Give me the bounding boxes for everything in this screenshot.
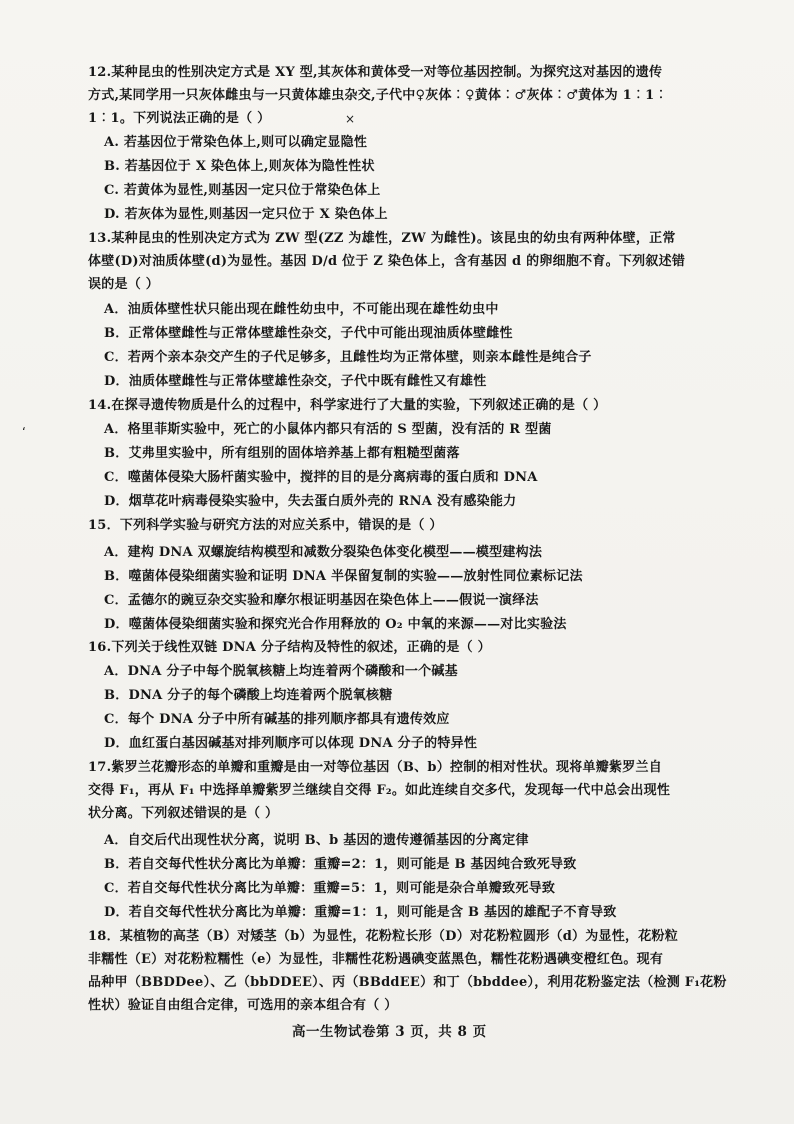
q14-option-a: A．格里菲斯实验中，死亡的小鼠体内都只有活的 S 型菌，没有活的 R 型菌 (104, 422, 552, 437)
q13-stem-line-1: 13.某种昆虫的性别决定方式为 ZW 型(ZZ 为雄性，ZW 为雌性)。该昆虫的幼虫有两种体壁，正常 (88, 231, 676, 246)
q12-option-a: A. 若基因位于常染色体上,则可以确定显隐性 (104, 135, 368, 150)
q12-option-c: C. 若黄体为显性,则基因一定只位于常染色体上 (104, 183, 381, 198)
q16-option-c: C．每个 DNA 分子中所有碱基的排列顺序都具有遗传效应 (104, 712, 450, 727)
q14-stem-line-1: 14.在探寻遗传物质是什么的过程中，科学家进行了大量的实验，下列叙述正确的是（ ） (88, 398, 607, 413)
q13-option-c: C．若两个亲本杂交产生的子代足够多，且雌性均为正常体壁，则亲本雌性是纯合子 (104, 350, 592, 365)
q13-option-a: A．油质体壁性状只能出现在雌性幼虫中，不可能出现在雄性幼虫中 (104, 302, 499, 317)
q17-stem-line-3: 状分离。下列叙述错误的是（ ） (88, 806, 279, 821)
q13-option-d: D．油质体壁雌性与正常体壁雄性杂交，子代中既有雌性又有雄性 (104, 374, 487, 389)
q14-option-b: B．艾弗里实验中，所有组别的固体培养基上都有粗糙型菌落 (104, 446, 460, 461)
q12-option-d: D. 若灰体为显性,则基因一定只位于 X 染色体上 (104, 207, 388, 222)
q15-option-a: A．建构 DNA 双螺旋结构模型和减数分裂染色体变化模型——模型建构法 (104, 545, 543, 560)
q18-stem-line-3: 品种甲（BBDDee）、乙（bbDDEE）、丙（BBddEE）和丁（bbddee），利用花粉鉴定法（检测 F₁花粉 (88, 975, 727, 990)
q15-stem-line-1: 15．下列科学实验与研究方法的对应关系中，错误的是（ ） (88, 518, 443, 533)
q18-stem-line-2: 非糯性（E）对花粉粒糯性（e）为显性，非糯性花粉遇碘变蓝黑色，糯性花粉遇碘变橙红色。现有 (88, 952, 664, 967)
q18-stem-line-4: 性状）验证自由组合定律，可选用的亲本组合有（ ） (88, 998, 398, 1013)
q16-option-d: D．血红蛋白基因碱基对排列顺序可以体现 DNA 分子的特异性 (104, 736, 478, 751)
q12-stem-line-2: 方式,某同学用一只灰体雌虫与一只黄体雄虫杂交,子代中♀灰体︰♀黄体︰♂灰体︰♂黄体为 1︰1︰ (88, 88, 668, 103)
q12-stem-line-3: 1︰1。下列说法正确的是（ ） (88, 111, 271, 126)
q14-option-d: D．烟草花叶病毒侵染实验中，失去蛋白质外壳的 RNA 没有感染能力 (104, 494, 517, 509)
q13-stem-line-3: 误的是（ ） (88, 277, 160, 292)
q18-stem-line-1: 18．某植物的高茎（B）对矮茎（b）为显性，花粉粒长形（D）对花粉粒圆形（d）为显性，花粉粒 (88, 929, 679, 944)
margin-mark: ‘ (22, 425, 26, 439)
q17-stem-line-1: 17.紫罗兰花瓣形态的单瓣和重瓣是由一对等位基因（B、b）控制的相对性状。现将单瓣紫罗兰自 (88, 760, 662, 775)
page-footer: 高一生物试卷第 3 页，共 8 页 (292, 1024, 487, 1040)
q15-option-d: D．噬菌体侵染细菌实验和探究光合作用释放的 O₂ 中氧的来源——对比实验法 (104, 617, 567, 632)
q12-option-b: B. 若基因位于 X 染色体上,则灰体为隐性性状 (104, 159, 375, 174)
q16-option-b: B．DNA 分子的每个磷酸上均连着两个脱氧核糖 (104, 688, 393, 703)
q13-stem-line-2: 体壁(D)对油质体壁(d)为显性。基因 D/d 位于 Z 染色体上，含有基因 d 的卵细胞不育。下列叙述错 (88, 254, 686, 269)
q12-stem-line-1: 12.某种昆虫的性别决定方式是 XY 型,其灰体和黄体受一对等位基因控制。为探究这对基因的遗传 (88, 65, 663, 80)
q17-option-a: A．自交后代出现性状分离，说明 B、b 基因的遗传遵循基因的分离定律 (104, 833, 529, 848)
q16-option-a: A．DNA 分子中每个脱氧核糖上均连着两个磷酸和一个碱基 (104, 664, 458, 679)
q14-option-c: C．噬菌体侵染大肠杆菌实验中，搅拌的目的是分离病毒的蛋白质和 DNA (104, 470, 538, 485)
q17-stem-line-2: 交得 F₁，再从 F₁ 中选择单瓣紫罗兰继续自交得 F₂。如此连续自交多代，发现每一代中总会出现性 (88, 783, 671, 798)
q17-option-d: D．若自交每代性状分离比为单瓣：重瓣=1：1，则可能是含 B 基因的雄配子不育导致 (104, 905, 617, 920)
q13-option-b: B．正常体壁雌性与正常体壁雄性杂交，子代中可能出现油质体壁雌性 (104, 326, 513, 341)
q16-stem-line-1: 16.下列关于线性双链 DNA 分子结构及特性的叙述，正确的是（ ） (88, 640, 491, 655)
handwritten-cross-mark: × (345, 112, 356, 126)
q15-option-b: B．噬菌体侵染细菌实验和证明 DNA 半保留复制的实验——放射性同位素标记法 (104, 569, 583, 584)
q17-option-c: C．若自交每代性状分离比为单瓣：重瓣=5：1，则可能是杂合单瓣致死导致 (104, 881, 556, 896)
q17-option-b: B．若自交每代性状分离比为单瓣：重瓣=2：1，则可能是 B 基因纯合致死导致 (104, 857, 577, 872)
q15-option-c: C．孟德尔的豌豆杂交实验和摩尔根证明基因在染色体上——假说一演绎法 (104, 593, 539, 608)
